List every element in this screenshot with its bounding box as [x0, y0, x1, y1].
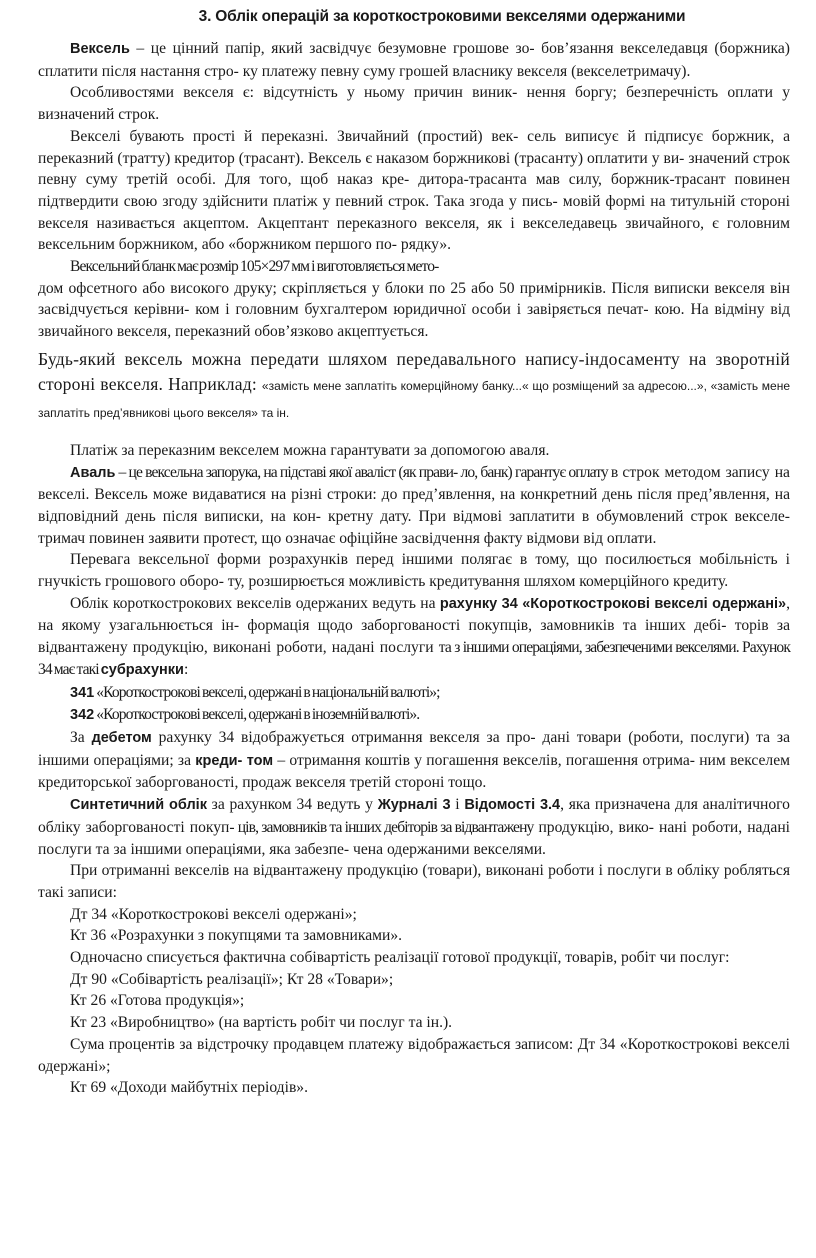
paragraph-debit-credit: За дебетом рахунку 34 відображується отримання векселя за про- дані товари (роботи, послуги) та за іншими операціями; за креди- том – отримання коштів у погашення векселів, погашення отрима- ним векселем кредиторської заборгованості, продаж векселя третій стороні тощо.	[38, 728, 790, 792]
document-page	[38, 0, 790, 1099]
account-34-name: рахунку 34 «Короткострокові векселі одержані»	[439, 595, 787, 612]
statement-3-4: Відомості 3.4	[464, 797, 561, 814]
term-synthetic: Синтетичний облік	[70, 797, 207, 814]
paragraph-features: Особливостями векселя є: відсутність у ньому причин виник- нення боргу; безперечність оплати у визначений строк.	[38, 84, 790, 124]
entry-kt-36: Кт 36 «Розрахунки з покупцями та замовниками».	[70, 927, 403, 945]
paragraph-account-34: Облік короткострокових векселів одержаних ведуть на рахунку 34 «Короткострокові векселі одержані», на якому узагальнюється ін- формація щодо заборгованості покупців, замовників та інших дебі- торів за відвантажену продукцію, виконані роботи, надані послуги та з іншими операціями, забезпеченими векселями. Рахунок 34 має такі субрахунки:	[38, 594, 791, 678]
journal-3: Журналі 3	[377, 797, 451, 814]
paragraph-bill-types: Векселі бувають прості й переказні. Звичайний (простий) век- сель виписує й підписує боржник, а переказний (тратту) кредитор (трасант). Вексель є наказом боржникові (трасанту) оплатити у ви- значений строк певну суму третій особі. Для того, щоб наказ кре- дитора-трасанта мав силу, боржник-трасант повинен підтвердити свою згоду здійснити платіж у певний строк. Така згода у пись- мовій формі на титульній стороні векселя називається акцептом. Акцептант переказного векселя, як і векселедавець звичайного, є головним вексельним боржником, або «боржником першого по- рядку».	[38, 127, 790, 254]
subaccount-342: 342 «Короткострокові векселі, одержані в іноземній валюті».	[70, 706, 420, 724]
paragraph-aval-definition: Аваль – це вексельна запорука, на підставі якої аваліст (як прави- ло, банк) гарантує оплату в строк методом запису на векселі. Вексель може видаватися на різні строки: до пред’явлення, на конкретний день після пред’явлення, на відповідний день після виписки, на кон- кретну дату. При відмові заплатити в обумовлений строк векселе- тримач повинен заявити протест, що означає офіційне засвідчення факту відмови від оплати.	[38, 463, 790, 547]
entry-dt-34: Дт 34 «Короткострокові векселі одержані»;	[70, 905, 357, 923]
paragraph-definition-bill: Вексель – це цінний папір, який засвідчує безумовне грошове зо- бов’язання векселедавця (боржника) сплатити після настання стро- ку платежу певну суму грошей власнику векселя (векселетримачу).	[38, 40, 790, 80]
paragraph-interest: Сума процентів за відстрочку продавцем платежу відображається записом: Дт 34 «Короткострокові векселі одержані»;	[38, 1035, 790, 1075]
paragraph-endorsement: Будь-який вексель можна передати шляхом передавального напису-індосаменту на зворотній стороні векселя. Наприклад: «замість мене заплатіть комерційному банку...« що розміщений за адресою...», «замість мене заплатіть пред’явникові цього векселя» та ін.	[38, 348, 790, 420]
term-debit: дебетом	[91, 729, 152, 746]
section-title: 3. Облік операцій за короткостроковими векселями одержаними	[198, 8, 686, 25]
paragraph-advantage: Перевага вексельної форми розрахунків перед іншими полягає в тому, що посилюється мобільність і гнучкість грошового оборо- ту, розширюється можливість кредитування шляхом комерційного кредиту.	[38, 551, 790, 591]
entry-dt-90: Дт 90 «Собівартість реалізації»; Кт 28 «Товари»;	[70, 970, 394, 988]
entry-kt-26: Кт 26 «Готова продукція»;	[70, 992, 245, 1010]
term-aval: Аваль	[70, 464, 116, 481]
paragraph-entries-intro: При отриманні векселів на відвантажену продукцію (товари), виконані роботи і послуги в обліку робляться такі записи:	[38, 862, 790, 901]
subaccount-341: 341 «Короткострокові векселі, одержані в національній валюті»;	[70, 683, 440, 701]
paragraph-aval-guarantee: Платіж за переказним векселем можна гарантувати за допомогою аваля.	[70, 441, 550, 459]
paragraph-cost-writeoff: Одночасно списується фактична собівартість реалізації готової продукції, товарів, робіт чи послуг:	[70, 949, 730, 967]
term-credit: креди- том	[195, 752, 274, 769]
entry-kt-69: Кт 69 «Доходи майбутніх періодів».	[70, 1079, 309, 1097]
endorsement-example: «замість мене заплатіть комерційному банку...« що розміщений за адресою...», «замість мене заплатіть пред’явникові цього векселя» та ін.	[38, 378, 790, 420]
entry-kt-23: Кт 23 «Виробництво» (на вартість робіт чи послуг та ін.).	[70, 1014, 453, 1032]
subaccounts-label: субрахунки	[100, 661, 184, 678]
paragraph-blank-size: Вексельний бланк має розмір 105×297 мм і виготовляється мето-	[70, 258, 439, 276]
paragraph-print-method: дом офсетного або високого друку; скріпляється у блоки по 25 або 50 примірників. Після виписки векселя він засвідчується керівни- ком і головним бухгалтером юридичної особи і завіряється печат- кою. На відміну від звичайного векселя, переказний обов’язково акцептується.	[38, 279, 790, 341]
term-bill: Вексель	[70, 41, 130, 57]
paragraph-synthetic-accounting: Синтетичний облік за рахунком 34 ведуть у Журналі 3 і Відомості 3.4, яка призначена для аналітичного обліку заборгованості покуп- ців, замовників та інших дебіторів за відвантажену продукцію, вико- нані роботи, надані послуги та за іншими операціями, яка забезпе- чена одержаними векселями.	[38, 796, 791, 858]
